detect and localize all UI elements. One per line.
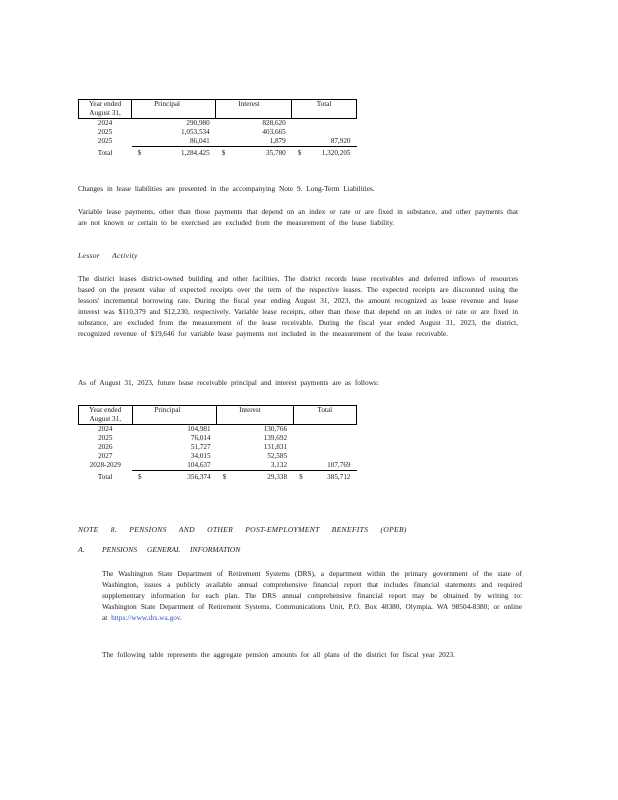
- total-cell: [293, 425, 356, 435]
- dollar-sign: $: [297, 149, 302, 157]
- paragraph-future-receivables: As of August 31, 2023, future lease receivable principal and interest payments are as follows:: [78, 378, 379, 387]
- total-principal-cell: [132, 471, 217, 483]
- table-row: [79, 425, 357, 435]
- paragraph-lease-liability-changes: Changes in lease liabilities are presented in the accompanying Note 9. Long-Term Liabilities.: [78, 184, 375, 193]
- total-cell: [293, 443, 356, 452]
- principal-cell: 86,041: [189, 137, 210, 145]
- note-8-heading: NOTE 8. PENSIONS AND OTHER POST-EMPLOYMENT BENEFITS (OPEB): [78, 525, 407, 534]
- interest-cell: 131,831: [263, 443, 288, 451]
- total-interest-cell: [217, 471, 293, 483]
- dollar-sign: $: [137, 149, 142, 157]
- total-interest-value: 35,780: [265, 149, 286, 157]
- drs-website-link[interactable]: https://www.drs.wa.gov: [111, 613, 181, 622]
- interest-cell: 403,665: [262, 128, 286, 136]
- grand-total-value: 385,712: [327, 473, 351, 481]
- dollar-sign: $: [221, 149, 226, 157]
- total-cell: 87,920: [330, 137, 351, 145]
- total-label: Total: [97, 472, 113, 481]
- grand-total-cell: [292, 147, 357, 159]
- column-header-interest: Interest: [217, 406, 293, 425]
- total-interest-cell: [216, 147, 292, 159]
- interest-cell: 52,585: [267, 452, 288, 460]
- total-cell: 107,769: [327, 461, 351, 469]
- year-cell: 2024: [97, 119, 113, 127]
- total-cell: [293, 452, 356, 461]
- table-row: [79, 128, 357, 137]
- principal-cell: 51,727: [190, 443, 211, 451]
- interest-cell: 130,766: [263, 425, 288, 433]
- paragraph-lessor-activity: The district leases district-owned building and other facilities. The district records lease receivables and deferred inflows of resources based on the present value of expected receipts over the term of the respective leases. The expected receipts are discounted using the lessors' incremental borrowing rate. During the fiscal year ending August 31, 2023, the amount recognized as lease revenue and lease interest was $110,379 and $12,230, respectively. Variable lease receipts, other than those that depend on an index or rate or are fixed in substance, are excluded from the measurement of the lease receivable. During the fiscal year ended August 31, 2023, the district, recognized revenue of $19,646 for variable lease payments not included in the measurement of the lease receivable.: [78, 274, 518, 338]
- total-principal-value: 356,374: [187, 473, 211, 481]
- column-header-year: Year ended August 31,: [79, 100, 132, 119]
- dollar-sign: $: [138, 473, 142, 481]
- year-cell: 2025: [98, 434, 113, 442]
- total-principal-cell: [132, 147, 216, 159]
- year-cell: 2027: [98, 452, 113, 460]
- interest-cell: 3,132: [270, 461, 288, 469]
- column-header-principal: Principal: [132, 100, 216, 119]
- interest-cell: 828,620: [262, 119, 286, 127]
- column-header-interest: Interest: [216, 100, 292, 119]
- column-header-total: Total: [293, 406, 356, 425]
- lease-receivable-schedule-table: [78, 405, 357, 482]
- principal-cell: 1,053,534: [180, 128, 210, 136]
- drs-text: The Washington State Department of Retirement Systems (DRS), a department within the primary government of the state of Washington, issues a publicly available annual comprehensive financial report that includes financial statements and required supplementary information for each plan. The DRS annual comprehensive financial report may be obtained by writing to: Washington State Department of Retirement Systems, Communications Unit, P.O. Box 48380, Olympia, WA 98504-8380; or online at: [102, 569, 522, 622]
- year-cell: 2028-2029: [89, 461, 121, 469]
- total-cell: [292, 119, 357, 129]
- total-cell: [293, 434, 356, 443]
- year-cell: 2026: [98, 443, 113, 451]
- table-row: [79, 443, 357, 452]
- column-header-year: Year ended August 31,: [79, 406, 133, 425]
- table-header-row: [79, 100, 357, 119]
- dollar-sign: $: [299, 473, 303, 481]
- principal-cell: 76,014: [190, 434, 211, 442]
- table-header-row: [79, 406, 357, 425]
- section-title: PENSIONS GENERAL INFORMATION: [102, 545, 241, 554]
- lease-liability-schedule-table: [78, 99, 357, 158]
- table-total-row: [79, 147, 357, 159]
- section-a-heading: [78, 545, 240, 554]
- year-cell: 2025: [97, 128, 113, 136]
- total-cell: [292, 128, 357, 137]
- lessor-activity-heading: Lessor Activity: [78, 251, 138, 260]
- total-principal-value: 1,284,425: [180, 149, 210, 157]
- principal-cell: 290,980: [186, 119, 210, 127]
- column-header-principal: Principal: [132, 406, 217, 425]
- interest-cell: 139,692: [263, 434, 288, 442]
- grand-total-value: 1,320,205: [321, 149, 351, 157]
- table-row: [79, 119, 357, 129]
- year-cell: 2024: [98, 425, 113, 433]
- table-row: [79, 434, 357, 443]
- drs-text-end: .: [180, 613, 182, 622]
- total-label: Total: [97, 148, 113, 157]
- section-letter: A.: [78, 545, 85, 554]
- paragraph-drs-information: [102, 568, 522, 623]
- paragraph-aggregate-pension: The following table represents the aggregate pension amounts for all plans of the district for fiscal year 2023.: [102, 650, 455, 659]
- principal-cell: 104,981: [187, 425, 211, 433]
- principal-cell: 104,637: [187, 461, 211, 469]
- total-interest-value: 29,338: [267, 473, 288, 481]
- table-row: [79, 461, 357, 471]
- paragraph-variable-lease-payments: Variable lease payments, other than those payments that depend on an index or rate or are fixed in substance, and other payments that are not known or certain to be exercised are excluded from the measurement of the lease liability.: [78, 207, 518, 227]
- year-cell: 2025: [97, 137, 113, 145]
- principal-cell: 34,015: [190, 452, 211, 460]
- grand-total-cell: [293, 471, 356, 483]
- column-header-total: Total: [292, 100, 357, 119]
- interest-cell: 1,879: [269, 137, 286, 145]
- table-total-row: [79, 471, 357, 483]
- dollar-sign: $: [222, 473, 227, 481]
- table-row: [79, 137, 357, 147]
- table-row: [79, 452, 357, 461]
